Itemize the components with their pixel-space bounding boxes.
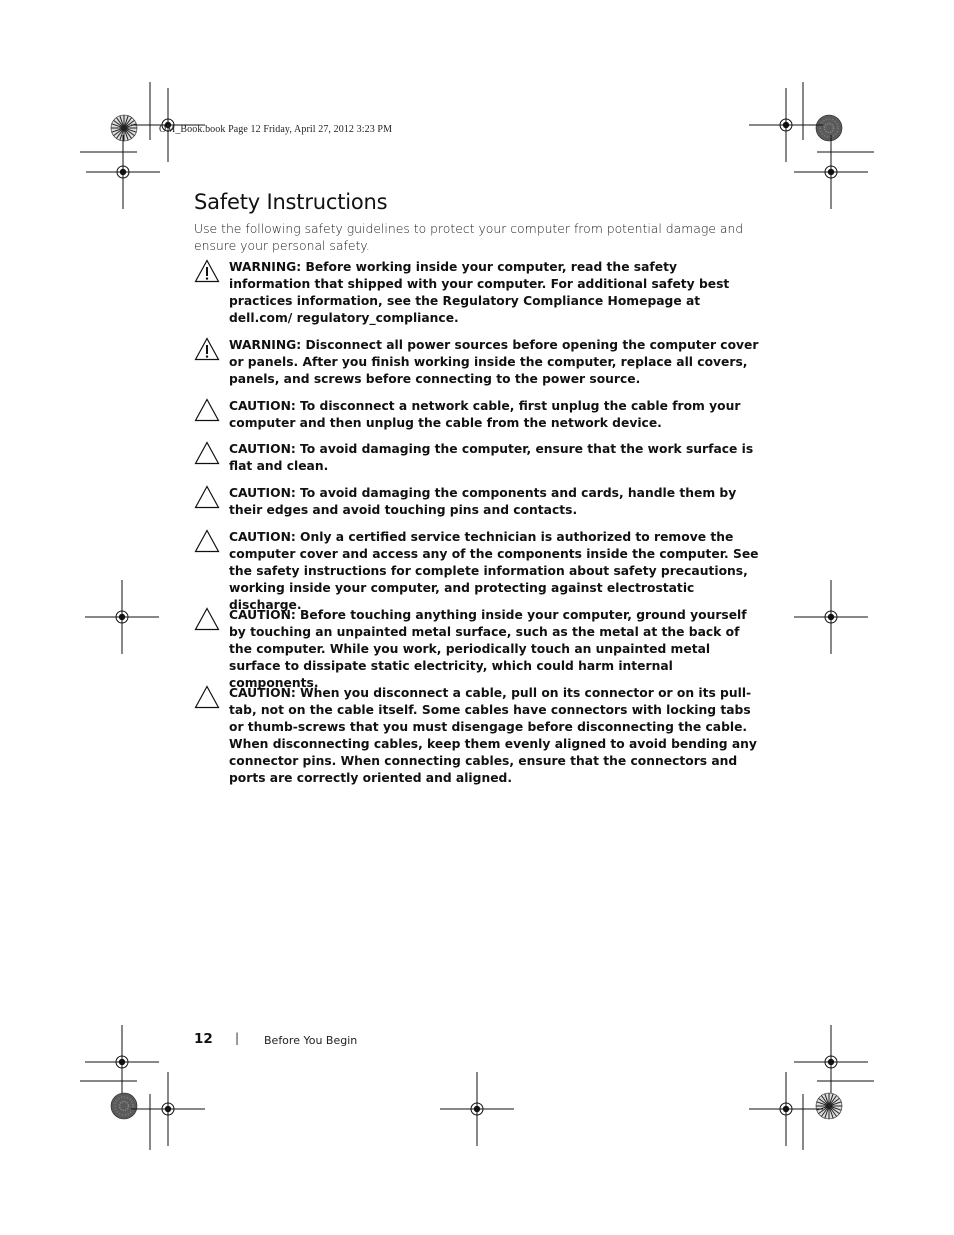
registration-mark-icon [85,580,159,654]
registration-mark-icon [86,135,160,209]
registration-mark-icon [131,1072,205,1146]
warning-exclamation-triangle-icon [194,337,220,361]
starburst-registration-icon [111,115,137,141]
page-number: 12 [194,1031,213,1047]
registration-mark-icon [440,1072,514,1146]
notice-text: CAUTION: When you disconnect a cable, pull on its connector or on its pull-tab, not on the cable itself. Some cables have connectors with locking tabs or thumb-screws that you must disengage before disconnecting the cable. When disconnecting cables, keep them evenly aligned to avoid bending any connector pins. When connecting cables, ensure that the connectors and ports are correctly oriented and aligned. [229,686,757,785]
notice-text: CAUTION: To avoid damaging the computer, ensure that the work surface is flat and clean. [229,442,754,473]
caution-triangle-icon [194,529,220,553]
footer-section-title: Before You Begin [264,1034,358,1047]
notice-text: CAUTION: Only a certified service technician is authorized to remove the computer cover and access any of the components inside the computer. See the safety instructions for complete information about safety precautions, working inside your computer, and protecting against electrostatic discharge. [229,530,759,612]
registration-mark-icon [749,88,823,162]
notice-text: WARNING: Before working inside your computer, read the safety information that shipped with your computer. For additional safety best practices information, see the Regulatory Compliance Homepage at dell.com/ regulatory_compliance. [229,260,730,325]
print-slug: OM_Book.book Page 12 Friday, April 27, 2012 3:23 PM [159,124,393,135]
footer-separator: | [235,1031,240,1045]
starburst-registration-icon [816,1093,842,1119]
warning-exclamation-triangle-icon [194,259,220,283]
registration-mark-icon [794,580,868,654]
caution-triangle-icon [194,607,220,631]
gray-swatch-registration-icon [111,1093,137,1119]
caution-triangle-icon [194,685,220,709]
caution-triangle-icon [194,485,220,509]
notice-text: WARNING: Disconnect all power sources before opening the computer cover or panels. After you finish working inside the computer, replace all covers, panels, and screws before connecting to the power source. [229,338,759,386]
notice-text: CAUTION: Before touching anything inside your computer, ground yourself by touching an unpainted metal surface, such as the metal at the back of the computer. While you work, periodically touch an unpainted metal surface to dissipate static electricity, which could harm internal components. [229,608,747,690]
registration-mark-icon [85,1025,159,1099]
page-title: Safety Instructions [194,190,388,214]
caution-triangle-icon [194,398,220,422]
gray-swatch-registration-icon [816,115,842,141]
registration-mark-icon [794,1025,868,1099]
notice-text: CAUTION: To avoid damaging the components and cards, handle them by their edges and avoid touching pins and contacts. [229,486,737,517]
notice-text: CAUTION: To disconnect a network cable, first unplug the cable from your computer and then unplug the cable from the network device. [229,399,741,430]
caution-triangle-icon [194,441,220,465]
registration-mark-icon [749,1072,823,1146]
registration-mark-icon [794,135,868,209]
intro-paragraph: Use the following safety guidelines to protect your computer from potential damage and ensure your personal safety. [194,221,744,253]
